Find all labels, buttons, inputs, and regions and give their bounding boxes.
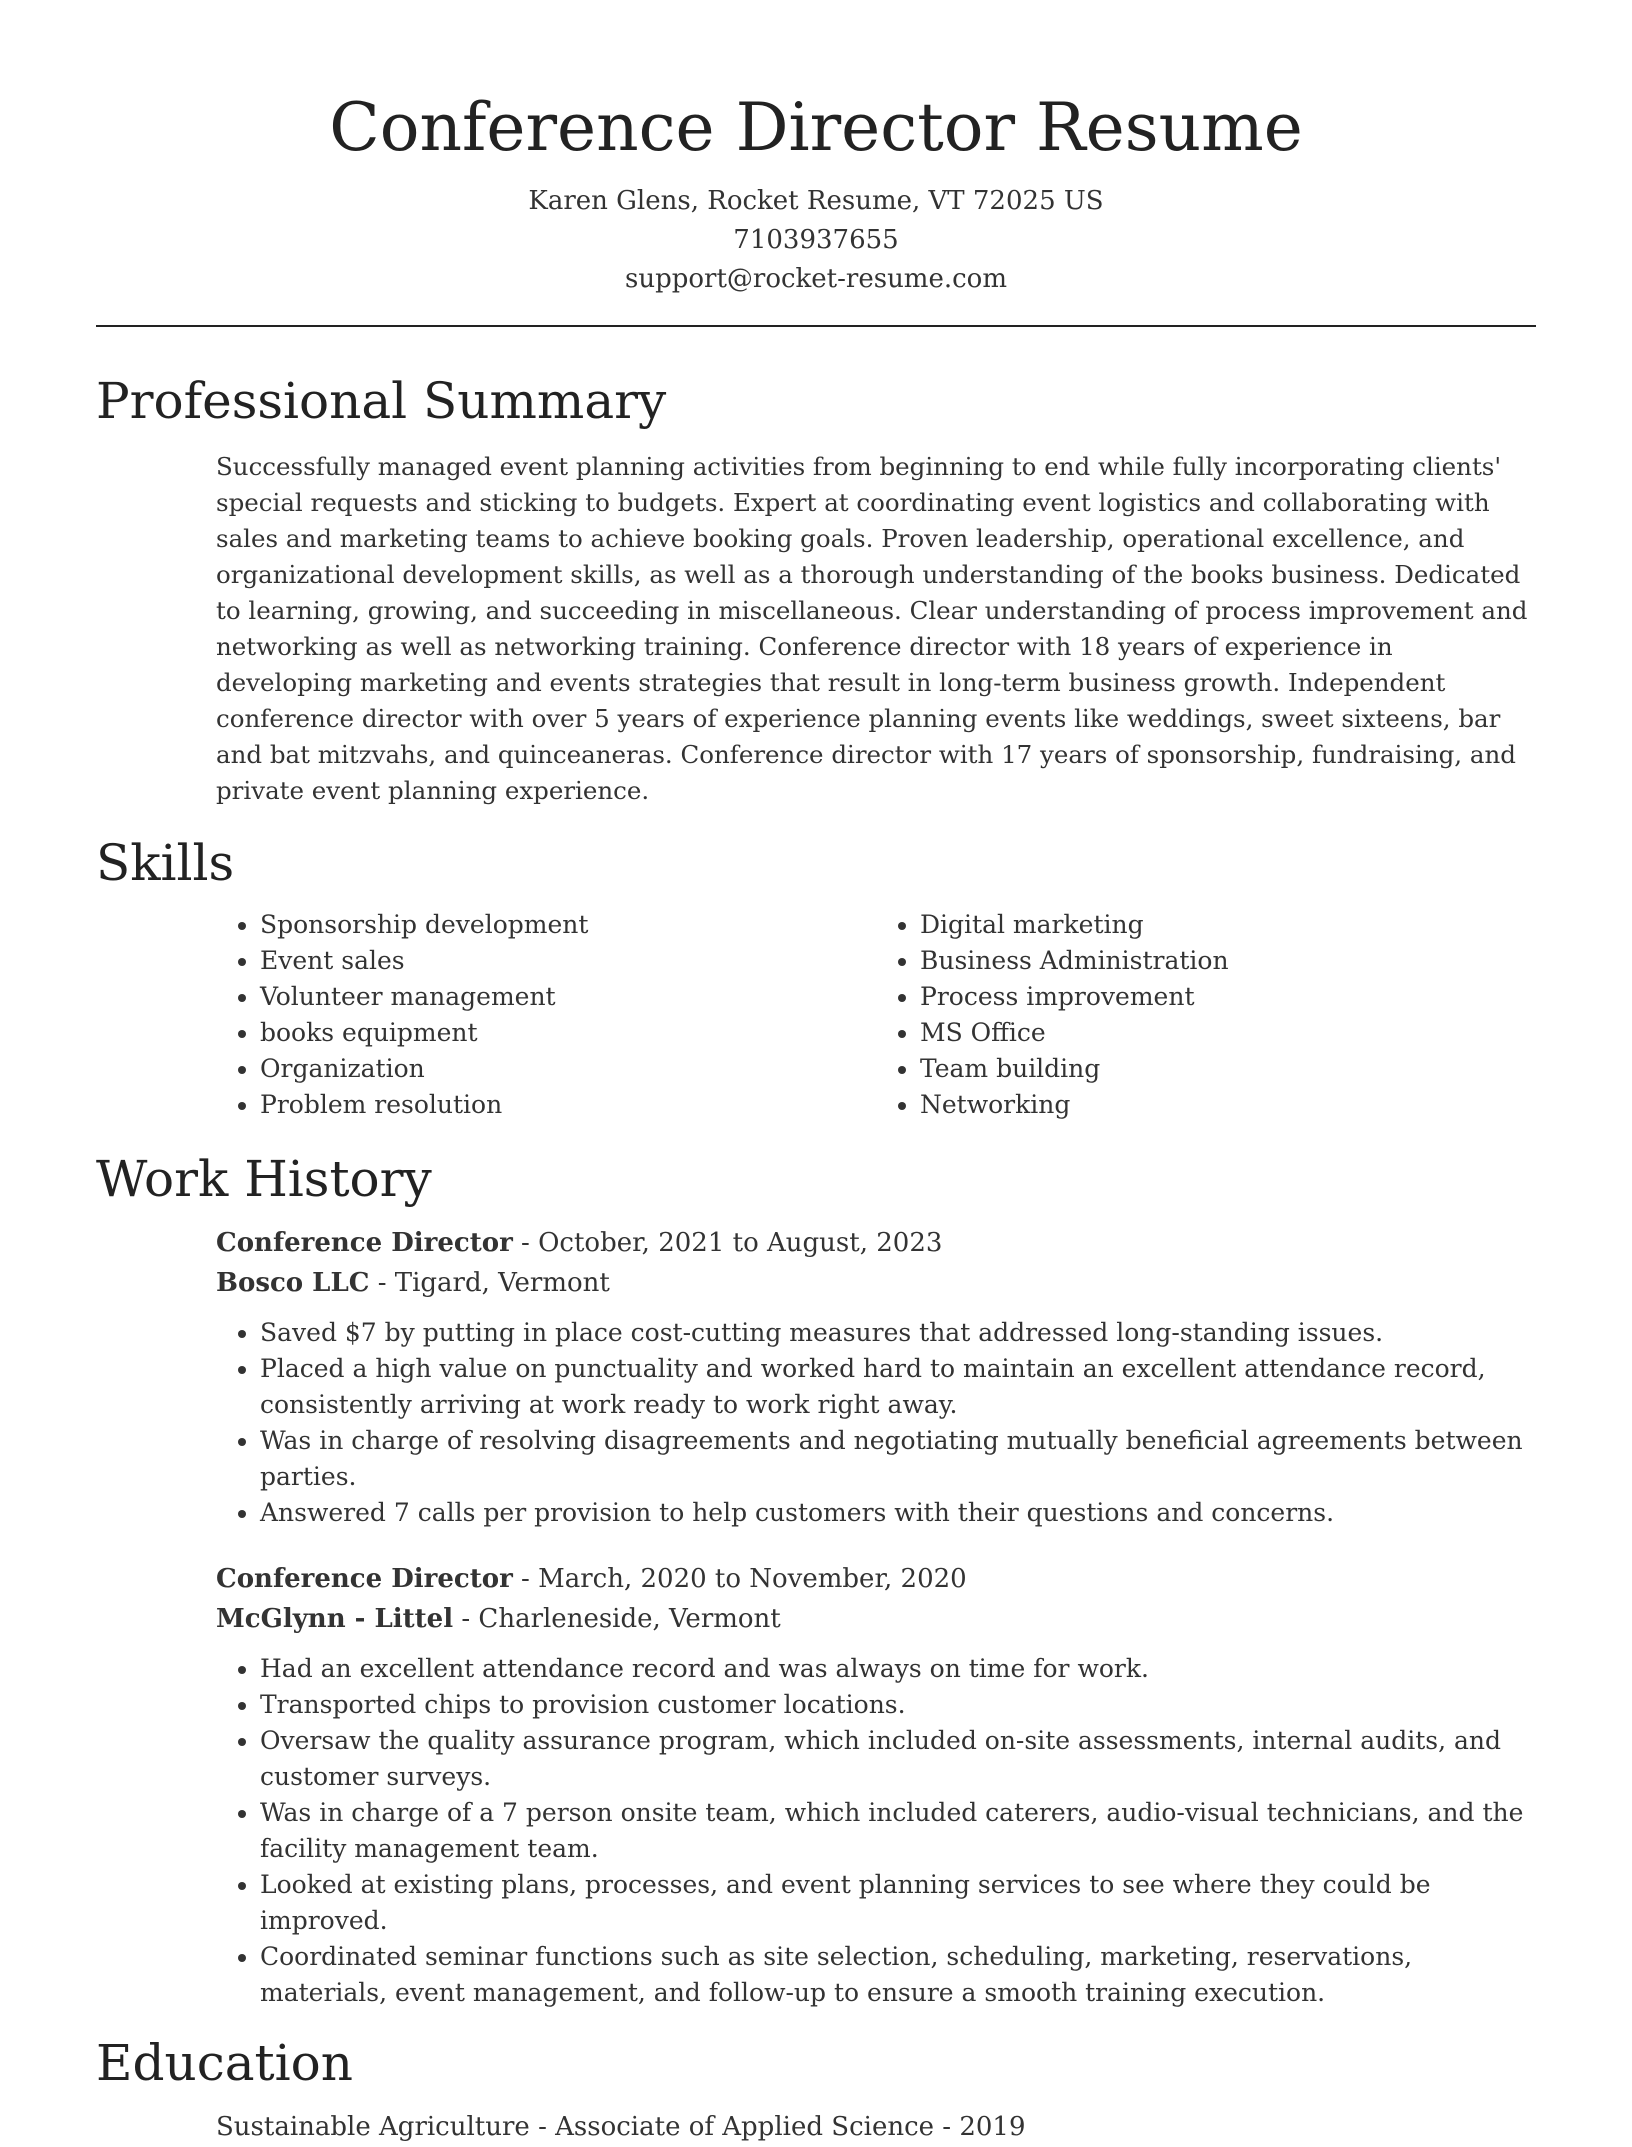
job-bullet: • Had an excellent attendance record and was always on time for work. xyxy=(260,1651,1536,1687)
job-dates: - March, 2020 to November, 2020 xyxy=(512,1564,967,1594)
summary-heading: Professional Summary xyxy=(96,372,667,430)
job-bullet: • Saved $7 by putting in place cost-cutting measures that addressed long-standing issues. xyxy=(260,1315,1536,1351)
job-company-line xyxy=(216,1263,1536,1303)
summary-text: Successfully managed event planning activities from beginning to end while fully incorporating clients' special requests and sticking to budgets. Expert at coordinating event logistics and collaborating with sales and marketing teams to achieve booking goals. Proven leadership, operational excellence, and organizational development skills, as well as a thorough understanding of the books business. Dedicated to learning, growing, and succeeding in miscellaneous. Clear understanding of process improvement and networking as well as networking training. Conference director with 18 years of experience in developing marketing and events strategies that result in long-term business growth. Independent conference director with over 5 years of experience planning events like weddings, sweet sixteens, bar and bat mitzvahs, and quinceaneras. Conference director with 17 years of sponsorship, fundraising, and private event planning experience. xyxy=(216,452,1528,805)
skill-item: • Problem resolution xyxy=(260,1087,876,1123)
education-entry: Sustainable Agriculture - Associate of Applied Science - 2019 xyxy=(216,2112,1026,2142)
skill-item: • Process improvement xyxy=(920,979,1536,1015)
skill-item: • books equipment xyxy=(260,1015,876,1051)
job-title: Conference Director xyxy=(216,1564,513,1594)
job-location: - Charleneside, Vermont xyxy=(453,1604,781,1634)
job-bullet: • Oversaw the quality assurance program, which included on-site assessments, internal audits, and customer surveys. xyxy=(260,1723,1536,1795)
contact-email: support@rocket-resume.com xyxy=(624,264,1007,294)
job-bullet: • Answered 7 calls per provision to help customers with their questions and concerns. xyxy=(260,1495,1536,1531)
skill-item: • Networking xyxy=(920,1087,1536,1123)
job-title-line xyxy=(216,1559,1536,1599)
skill-item: • Digital marketing xyxy=(920,907,1536,943)
skill-item: • Organization xyxy=(260,1051,876,1087)
skills-heading: Skills xyxy=(96,834,235,892)
job-title: Conference Director xyxy=(216,1228,513,1258)
job-location: - Tigard, Vermont xyxy=(369,1268,610,1298)
job-bullets xyxy=(216,1651,1536,2011)
job-entry xyxy=(216,1223,1536,1531)
skills-column-right xyxy=(876,907,1536,1123)
resume-page xyxy=(96,0,1536,2147)
skills-column-left xyxy=(216,907,876,1123)
job-dates: - October, 2021 to August, 2023 xyxy=(512,1228,943,1258)
job-bullet: • Was in charge of resolving disagreements and negotiating mutually beneficial agreements between parties. xyxy=(260,1423,1536,1495)
skills-list xyxy=(216,907,1536,1123)
contact-address: Karen Glens, Rocket Resume, VT 72025 US xyxy=(528,186,1104,216)
skill-item: • Event sales xyxy=(260,943,876,979)
header-divider xyxy=(96,325,1536,327)
skill-item: • Volunteer management xyxy=(260,979,876,1015)
skill-item: • Team building xyxy=(920,1051,1536,1087)
job-bullet: • Transported chips to provision customer locations. xyxy=(260,1687,1536,1723)
contact-phone: 7103937655 xyxy=(733,225,899,255)
work-history-list xyxy=(216,1223,1536,2011)
job-bullets xyxy=(216,1315,1536,1531)
education-heading: Education xyxy=(96,2034,353,2092)
job-bullet: • Was in charge of a 7 person onsite team, which included caterers, audio-visual technicians, and the facility management team. xyxy=(260,1795,1536,1867)
resume-title: Conference Director Resume xyxy=(329,89,1303,166)
job-bullet: • Looked at existing plans, processes, and event planning services to see where they could be improved. xyxy=(260,1867,1536,1939)
job-bullet: • Placed a high value on punctuality and worked hard to maintain an excellent attendance record, consistently arriving at work ready to work right away. xyxy=(260,1351,1536,1423)
skill-item: • Sponsorship development xyxy=(260,907,876,943)
contact-block xyxy=(96,182,1536,299)
job-company: McGlynn - Littel xyxy=(216,1604,454,1634)
skill-item: • MS Office xyxy=(920,1015,1536,1051)
job-title-line xyxy=(216,1223,1536,1263)
job-entry xyxy=(216,1559,1536,2011)
skill-item: • Business Administration xyxy=(920,943,1536,979)
work-history-heading: Work History xyxy=(96,1150,432,1208)
job-bullet: • Coordinated seminar functions such as site selection, scheduling, marketing, reservations, materials, event management, and follow-up to ensure a smooth training execution. xyxy=(260,1939,1536,2011)
job-company: Bosco LLC xyxy=(216,1268,370,1298)
job-company-line xyxy=(216,1599,1536,1639)
